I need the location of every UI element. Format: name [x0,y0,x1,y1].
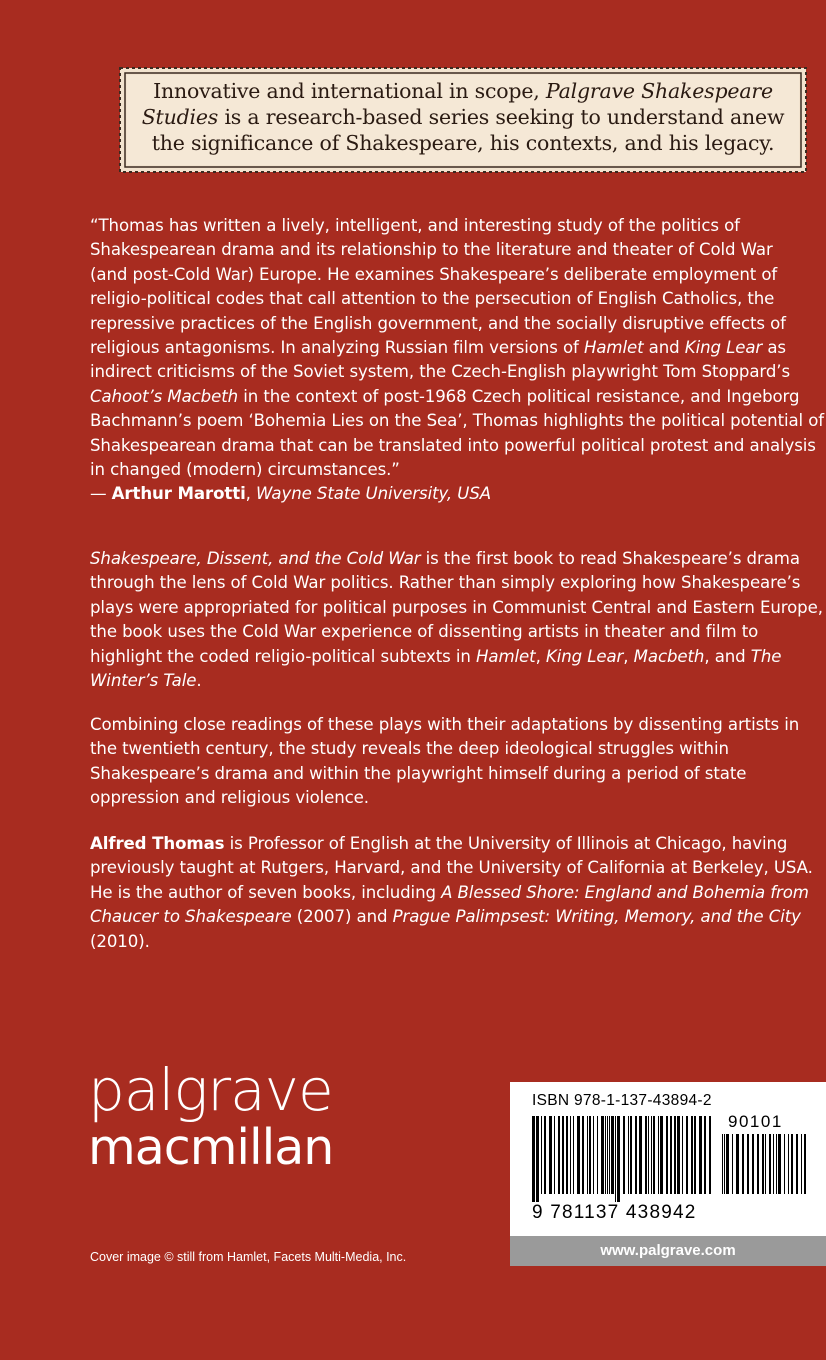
book-description [90,547,826,693]
author-bio [90,832,826,954]
desc-line: Combining close readings of these plays with their adaptations by dissenting artists in [90,715,800,734]
bio-line: (2010). [90,931,150,951]
attr-dash: — [90,484,112,504]
barcode-bar [582,1116,584,1194]
barcode-bar [699,1116,702,1194]
barcode-bar [601,1116,604,1194]
barcode-bar [639,1116,642,1194]
title-king-lear: King Lear [545,646,624,666]
barcode-bar [726,1134,729,1194]
barcode-panel [510,1082,826,1236]
quote-line: religio-political codes that call attention to the persecution of English Catholics, the [90,289,775,309]
desc-line [90,645,826,669]
barcode-bar [796,1134,798,1194]
barcode-bar [589,1116,591,1194]
desc-line: the twentieth century, the study reveals the deep ideological struggles within [90,739,729,759]
barcode-bar [682,1116,683,1194]
barcode-bar [773,1134,774,1194]
isbn-barcode [532,1116,716,1202]
barcode-bar [788,1134,789,1194]
barcode-bar [709,1116,711,1194]
book-title-blessed-shore: A Blessed Shore: England and Bohemia from [441,882,809,902]
barcode-bar [532,1116,535,1202]
desc-line: Shakespeare’s drama and within the playwright himself during a period of state [90,763,747,783]
barcode-bar [686,1116,688,1194]
barcode-bar [558,1116,560,1194]
barcode-bar [570,1116,571,1194]
desc-text: , [535,646,546,666]
barcode-bar [593,1116,594,1194]
barcode-bar [791,1134,793,1194]
barcode-bar [587,1116,588,1194]
barcode-bar [617,1116,620,1202]
barcode-bar [615,1116,616,1202]
barcode-bar [694,1116,696,1194]
quote-line: repressive practices of the English government, and the socially disruptive effects of [90,313,786,333]
author-name: Alfred Thomas [90,834,225,853]
barcode-bar [645,1116,647,1194]
barcode-bar [607,1116,608,1194]
desc-text: highlight the coded religio-political subtexts in [90,646,477,666]
endorsement-quote [90,214,826,507]
barcode-bar [776,1134,777,1194]
barcode-bar [765,1134,766,1194]
desc-text: , [623,646,634,666]
barcode-bar [566,1116,568,1194]
barcode-bar [784,1134,785,1194]
desc-line: oppression and religious violence. [90,788,369,808]
barcode-bar [658,1116,659,1194]
barcode-bar [609,1116,610,1194]
publisher-url[interactable]: www.palgrave.com [510,1236,826,1266]
bio-text: He is the author of seven books, including [90,882,442,902]
series-text-line3: the significance of Shakespeare, his contexts, and his legacy. [151,131,775,155]
barcode-bar [666,1116,668,1194]
barcode-bar [577,1116,580,1194]
isbn-label: ISBN 978-1-137-43894-2 [532,1092,712,1109]
quote-line: indirect criticisms of the Soviet system, the Czech-English playwright Tom Stoppard’s [90,362,791,382]
quote-line: Shakespearean drama that can be translated into powerful political protest and analysis [90,435,816,455]
title-hamlet: Hamlet [476,646,536,666]
cover-credit: Cover image © still from Hamlet, Facets Multi-Media, Inc. [90,1250,407,1264]
barcode-bar [674,1116,676,1194]
palgrave-logo: palgrave [88,1056,333,1124]
barcode-digits: 9 781137 438942 [532,1202,697,1223]
barcode-bar [747,1134,749,1194]
barcode-bar [724,1134,725,1194]
title-cahoots-macbeth: Cahoot’s Macbeth [90,386,239,406]
attr-institution: Wayne State University, USA [256,484,492,504]
barcode-bar [691,1116,693,1194]
series-blurb-text [136,78,790,156]
title-hamlet: Hamlet [583,338,644,358]
macmillan-logo: macmillan [88,1119,334,1176]
desc-line: plays were appropriated for political purposes in Communist Central and Eastern Europe, [90,597,823,617]
bio-text: is Professor of English at the University of Illinois at Chicago, having [224,834,788,853]
series-text-line2: is a research-based series seeking to understand anew [218,105,785,129]
barcode-bar [736,1134,739,1194]
title-winters-tale: The [750,646,782,666]
barcode-bar [801,1134,802,1194]
title-macbeth: Macbeth [633,646,705,666]
quote-line [90,336,826,360]
quote-text: and [643,338,685,358]
quote-line [90,385,826,409]
barcode-bar [541,1116,542,1194]
bio-line: previously taught at Rutgers, Harvard, and the University of California at Berkeley, USA. [90,858,813,878]
series-blurb-box [118,66,808,174]
quote-text: religious antagonisms. In analyzing Russian film versions of [90,338,584,358]
barcode-bar [757,1134,759,1194]
barcode-bar [752,1134,754,1194]
attr-sep: , [245,484,257,504]
barcode-bar [536,1116,539,1202]
barcode-bar [769,1134,771,1194]
desc-text: is the first book to read Shakespeare’s drama [420,549,800,568]
barcode-bar [611,1116,614,1194]
bio-line [90,905,826,929]
barcode-bar [628,1116,629,1194]
barcode-bar [544,1116,546,1194]
barcode-bar [670,1116,672,1194]
quote-line: Bachmann’s poem ‘Bohemia Lies on the Sea’, Thomas highlights the political potential of [90,411,825,431]
bio-text: (2007) and [291,907,393,927]
barcode-bar [635,1116,637,1194]
book-title-blessed-shore: Chaucer to Shakespeare [90,907,292,927]
barcode-bar [623,1116,625,1194]
quote-line: “Thomas has written a lively, intelligent, and interesting study of the politics of [90,216,740,235]
desc-text: . [196,671,202,691]
barcode-bar [554,1116,555,1194]
barcode-bar [804,1134,806,1194]
book-title-prague-palimpsest: Prague Palimpsest: Writing, Memory, and the City [392,907,801,927]
barcode-bar [648,1116,649,1194]
bio-line [90,832,826,856]
barcode-bar [762,1134,764,1194]
title-winters-tale: Winter’s Tale [90,671,197,691]
desc-text: , and [704,646,751,666]
desc-line: the book uses the Cold War experience of dissenting artists in theater and film to [90,622,759,642]
barcode-bar [732,1134,733,1194]
barcode-bar [562,1116,564,1194]
quote-attribution [90,482,826,506]
barcode-bar [660,1116,663,1194]
barcode-bar [742,1134,744,1194]
price-addon-barcode [722,1134,808,1202]
barcode-bar [549,1116,552,1194]
quote-text: in the context of post-1968 Czech political resistance, and Ingeborg [238,386,800,406]
desc-line [90,547,826,571]
barcode-bar [704,1116,706,1194]
barcode-bar [651,1116,652,1194]
barcode-bar [605,1116,606,1194]
series-text-line1a: Innovative and international in scope, [153,79,546,103]
barcode-bar [573,1116,574,1194]
book-title: Shakespeare, Dissent, and the Cold War [90,549,421,568]
barcode-bar [677,1116,680,1194]
attr-name: Arthur Marotti [111,484,246,504]
barcode-bar [630,1116,632,1194]
bio-line [90,881,826,905]
desc-line [90,669,826,693]
title-king-lear: King Lear [684,338,763,358]
price-code: 90101 [728,1112,783,1131]
series-title-italic: Palgrave Shakespeare [545,79,773,103]
quote-line: Shakespearean drama and its relationship to the literature and theater of Cold War [90,240,773,260]
barcode-bar [653,1116,655,1194]
quote-line: (and post-Cold War) Europe. He examines Shakespeare’s deliberate employment of [90,264,778,284]
desc-line: through the lens of Cold War politics. Rather than simply exploring how Shakespeare’s [90,573,801,593]
barcode-bar [597,1116,598,1194]
barcode-bar [722,1134,723,1194]
quote-line: in changed (modern) circumstances.” [90,460,400,480]
series-title-italic-2: Studies [141,105,219,129]
book-description-2 [90,713,826,811]
quote-text: as [762,338,786,358]
barcode-bar [778,1134,781,1194]
